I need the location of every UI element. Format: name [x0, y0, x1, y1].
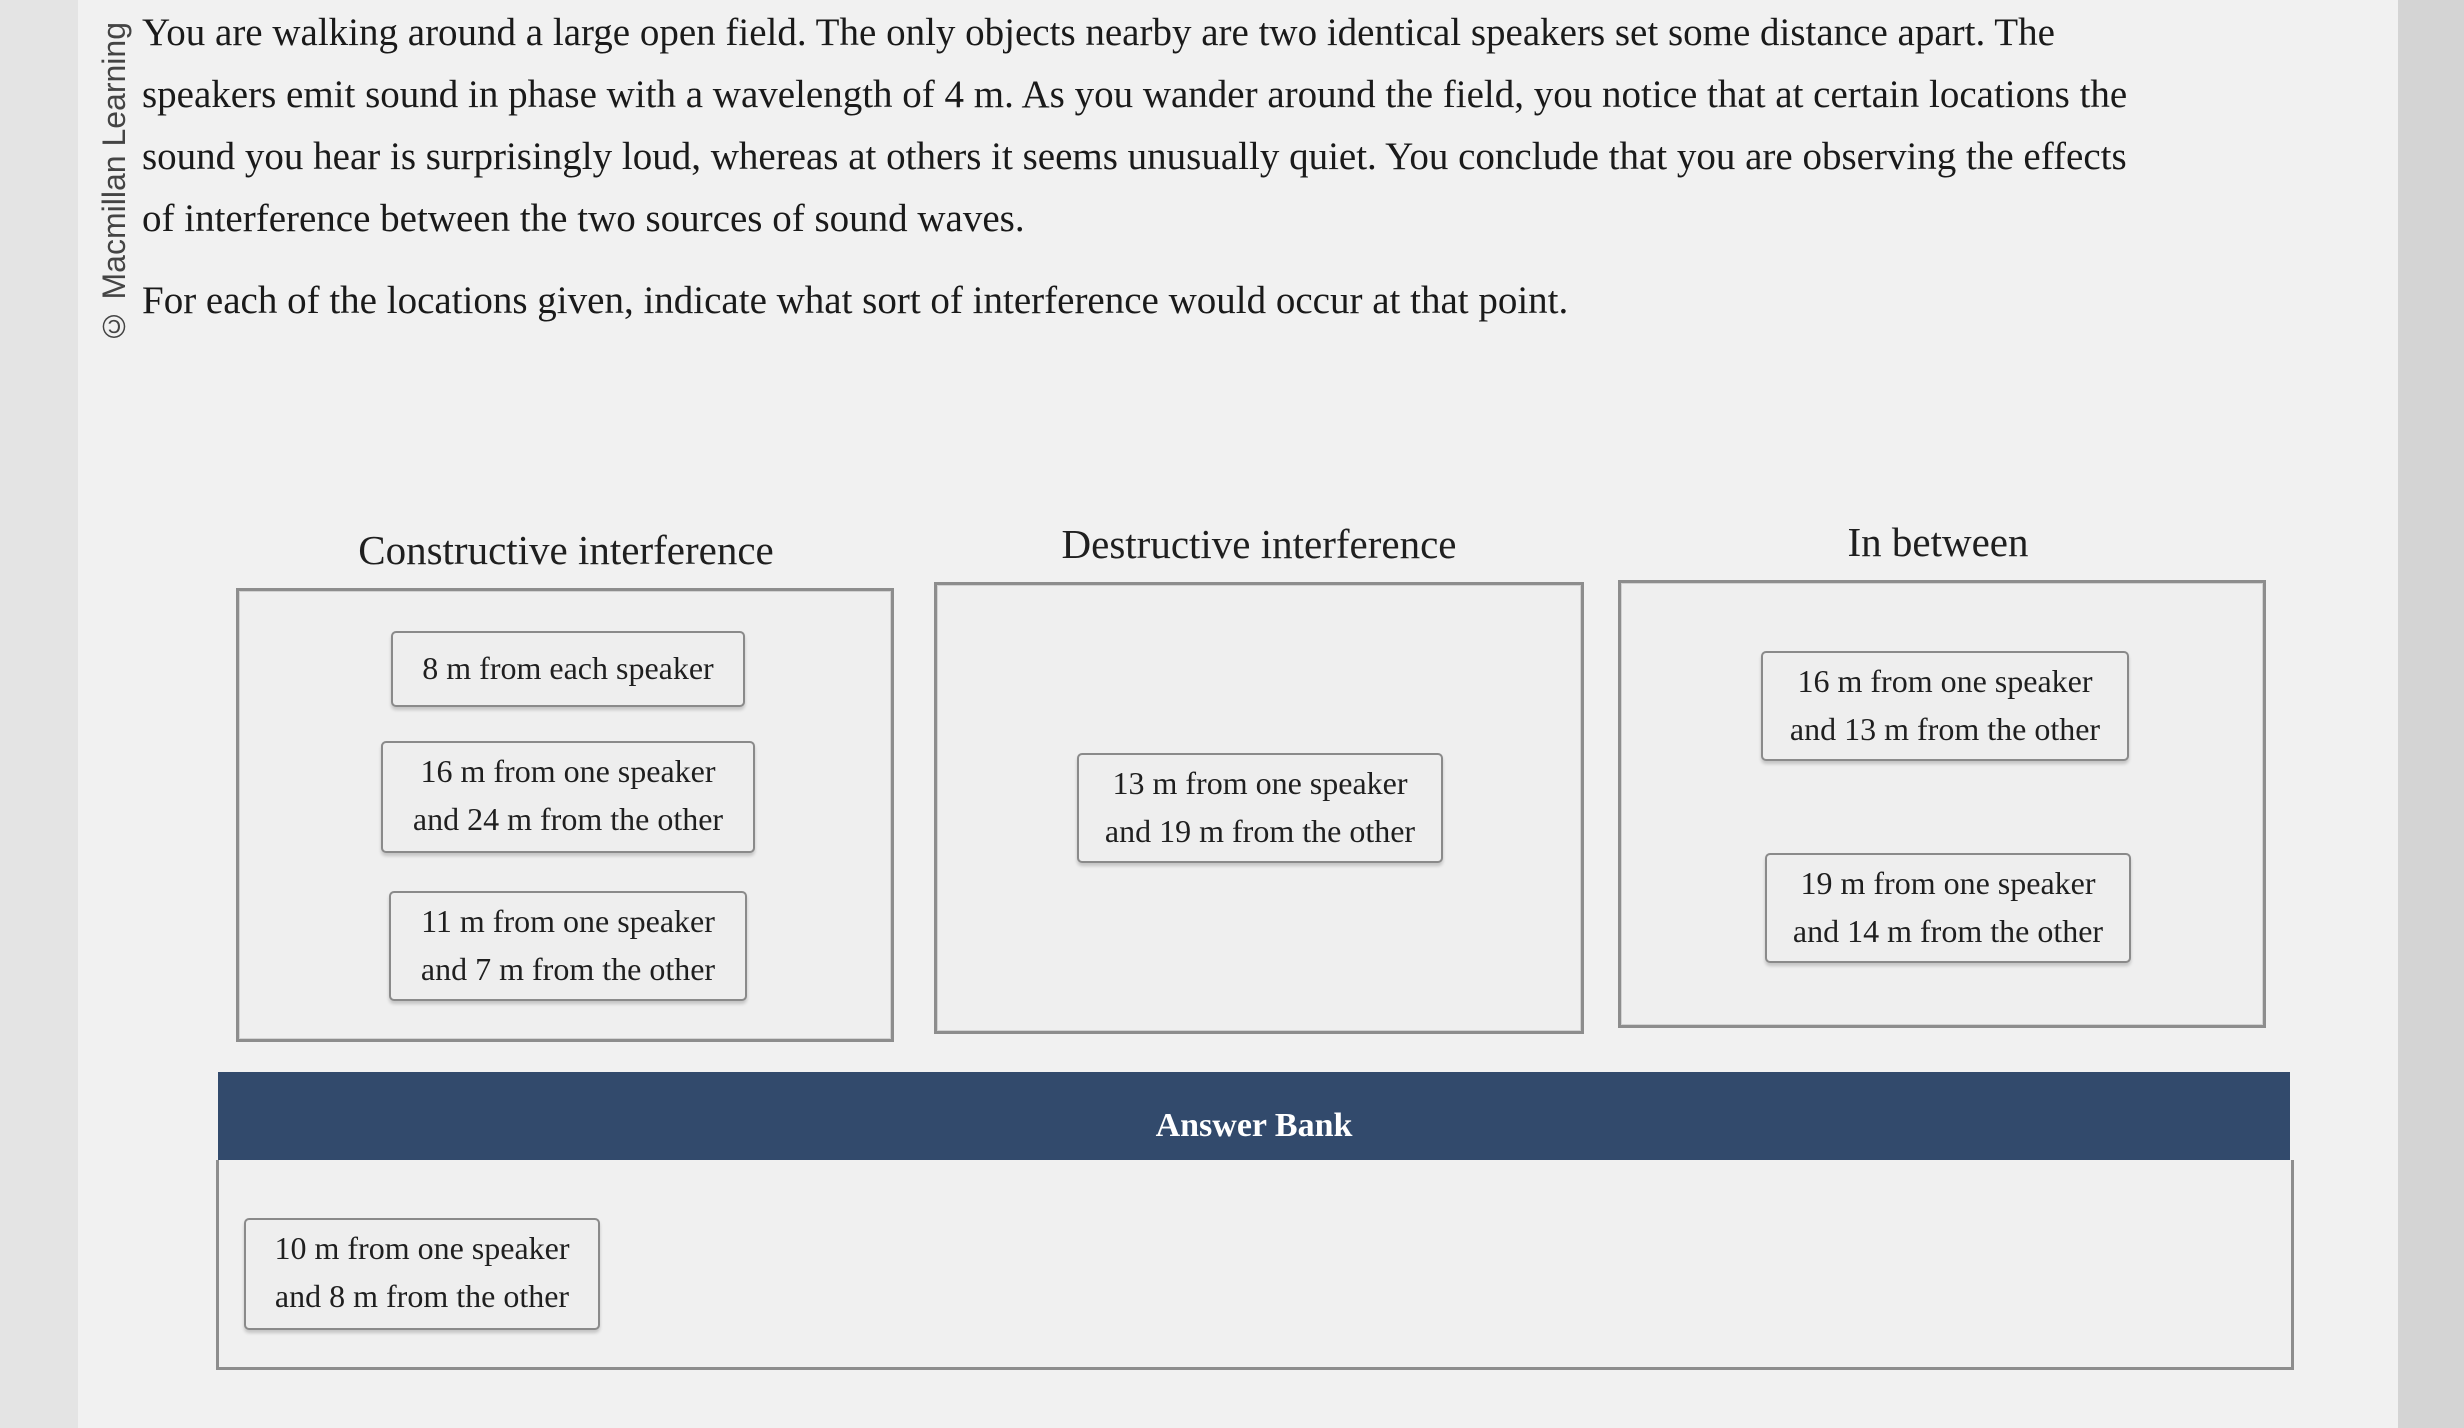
answer-card[interactable] — [1077, 753, 1443, 863]
answer-card-line-1: 8 m from each speaker — [422, 650, 714, 686]
answer-card-line-2: and 24 m from the other — [412, 801, 724, 837]
answer-card[interactable] — [244, 1218, 600, 1330]
question-line-1: You are walking around a large open field. The only objects nearby are two identical speakers set some distance apart. The — [142, 11, 2055, 54]
answer-bank-title: Answer Bank — [1155, 1107, 1353, 1144]
question-line-4: of interference between the two sources of sound waves. — [142, 197, 1025, 240]
bin-title-constructive: Constructive interference — [358, 527, 774, 573]
answer-card-line-1: 16 m from one speaker — [420, 753, 716, 789]
answer-card[interactable] — [381, 741, 755, 853]
instruction: For each of the locations given, indicate what sort of interference would occur at that point. — [142, 279, 1569, 322]
bin-in-between[interactable] — [1618, 580, 2266, 1028]
answer-card-line-1: 10 m from one speaker — [274, 1230, 570, 1266]
question-paragraph — [142, 2, 2342, 250]
screen-edge — [2398, 0, 2464, 1428]
answer-card-line-2: and 8 m from the other — [274, 1278, 570, 1314]
question-line-2: speakers emit sound in phase with a wavelength of 4 m. As you wander around the field, you notice that at certain locations the — [142, 73, 2128, 116]
copyright-notice — [84, 22, 144, 382]
answer-card-line-2: and 7 m from the other — [420, 951, 716, 987]
answer-card[interactable] — [389, 891, 747, 1001]
answer-card[interactable] — [1765, 853, 2131, 963]
copyright-text: © Macmillan Learning — [96, 22, 132, 345]
answer-card-line-1: 16 m from one speaker — [1797, 663, 2093, 699]
bin-constructive[interactable] — [236, 588, 894, 1042]
answer-card[interactable] — [391, 631, 745, 707]
answer-card-line-1: 13 m from one speaker — [1112, 765, 1408, 801]
answer-card[interactable] — [1761, 651, 2129, 761]
bin-title-destructive: Destructive interference — [1061, 521, 1457, 567]
answer-card-line-1: 11 m from one speaker — [421, 903, 715, 939]
answer-card-line-2: and 19 m from the other — [1104, 813, 1416, 849]
answer-card-line-2: and 13 m from the other — [1789, 711, 2101, 747]
answer-card-line-2: and 14 m from the other — [1792, 913, 2104, 949]
answer-card-line-1: 19 m from one speaker — [1800, 865, 2096, 901]
bin-title-in-between: In between — [1847, 519, 2029, 565]
answer-bank[interactable] — [216, 1160, 2294, 1370]
question-text — [142, 2, 2342, 332]
question-line-3: sound you hear is surprisingly loud, whereas at others it seems unusually quiet. You conclude that you are observing the effects — [142, 135, 2127, 178]
bin-destructive[interactable] — [934, 582, 1584, 1034]
